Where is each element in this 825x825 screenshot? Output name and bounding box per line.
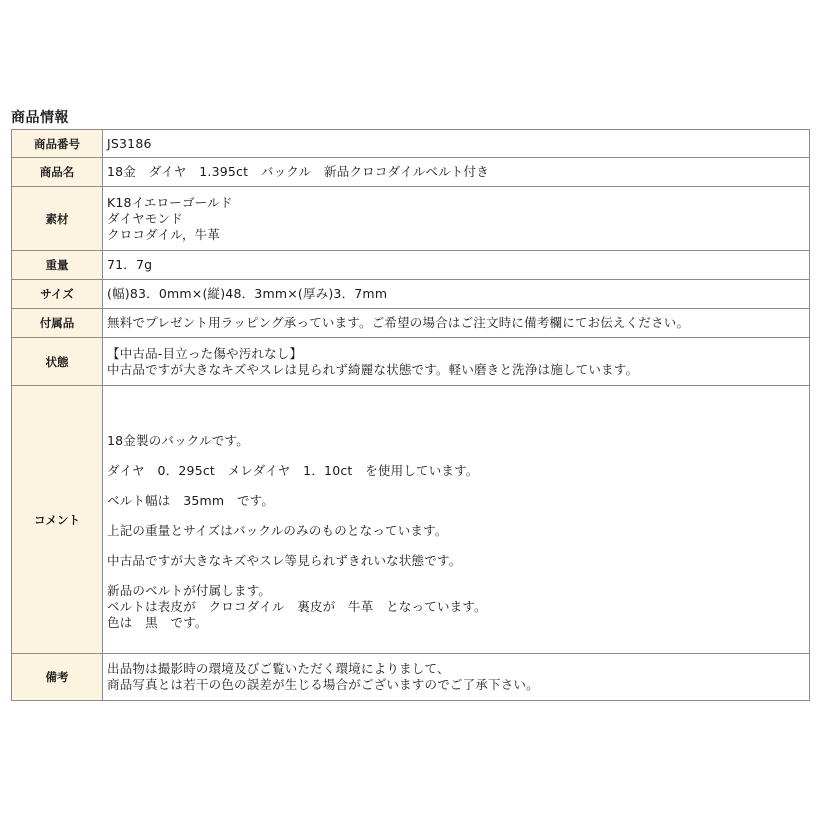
value-line: JS3186	[107, 135, 152, 151]
comment-line: ベルトは表皮が クロコダイル 裏皮が 牛革 となっています。	[107, 598, 487, 614]
row-remarks	[12, 654, 810, 701]
paragraph-gap	[107, 449, 805, 463]
paragraph-gap	[107, 539, 805, 553]
value-line: クロコダイル，牛革	[107, 226, 221, 242]
row-size	[12, 280, 810, 309]
comment-line: 18金製のバックルです。	[107, 432, 249, 448]
value-remarks	[103, 654, 810, 701]
value-comment	[103, 386, 810, 654]
row-product-number	[12, 130, 810, 158]
value-line: 18金 ダイヤ 1.395ct バックル 新品クロコダイルベルト付き	[107, 164, 489, 179]
comment-line: 中古品ですが大きなキズやスレ等見られずきれいな状態です。	[107, 552, 462, 568]
row-condition	[12, 338, 810, 386]
value-accessories	[103, 309, 810, 338]
value-line: 71．7g	[107, 257, 153, 272]
comment-line: ベルト幅は 35mm です。	[107, 492, 275, 508]
label-weight: 重量	[12, 251, 103, 280]
label-accessories: 付属品	[12, 309, 103, 338]
comment-line: 色は 黒 です。	[107, 614, 208, 630]
product-info-table	[11, 129, 810, 701]
value-line: 無料でプレゼント用ラッピング承っています。ご希望の場合はご注文時に備考欄にてお伝えください。	[107, 315, 690, 330]
row-material	[12, 187, 810, 251]
comment-line: 上記の重量とサイズはバックルのみのものとなっています。	[107, 522, 448, 538]
row-comment	[12, 386, 810, 654]
value-line: ダイヤモンド	[107, 210, 183, 226]
label-size: サイズ	[12, 280, 103, 309]
row-weight	[12, 251, 810, 280]
label-condition: 状態	[12, 338, 103, 386]
value-line: (幅)83．0mm×(縦)48．3mm×(厚み)3．7mm	[107, 286, 388, 301]
section-title: 商品情報	[11, 110, 69, 126]
comment-line: ダイヤ 0．295ct メレダイヤ 1．10ct を使用しています。	[107, 462, 479, 478]
value-line: 商品写真とは若干の色の誤差が生じる場合がございますのでご了承下さい。	[107, 677, 539, 692]
value-product-name	[103, 158, 810, 187]
value-condition	[103, 338, 810, 386]
paragraph-gap	[107, 569, 805, 583]
comment-line: 新品のベルトが付属します。	[107, 582, 272, 598]
value-line: 中古品ですが大きなキズやスレは見られず綺麗な状態です。軽い磨きと洗浄は施しています。	[107, 361, 639, 377]
value-line: 出品物は撮影時の環境及びご覧いただく環境によりまして、	[107, 661, 450, 676]
label-comment: コメント	[12, 386, 103, 654]
row-accessories	[12, 309, 810, 338]
value-size	[103, 280, 810, 309]
label-material: 素材	[12, 187, 103, 251]
label-product-number: 商品番号	[12, 130, 103, 158]
value-weight	[103, 251, 810, 280]
label-product-name: 商品名	[12, 158, 103, 187]
label-remarks: 備考	[12, 654, 103, 701]
paragraph-gap	[107, 509, 805, 523]
row-product-name	[12, 158, 810, 187]
value-line: K18イエローゴールド	[107, 194, 233, 210]
value-material	[103, 187, 810, 251]
value-line: 【中古品-目立った傷や汚れなし】	[107, 345, 303, 361]
value-product-number	[103, 130, 810, 158]
paragraph-gap	[107, 479, 805, 493]
